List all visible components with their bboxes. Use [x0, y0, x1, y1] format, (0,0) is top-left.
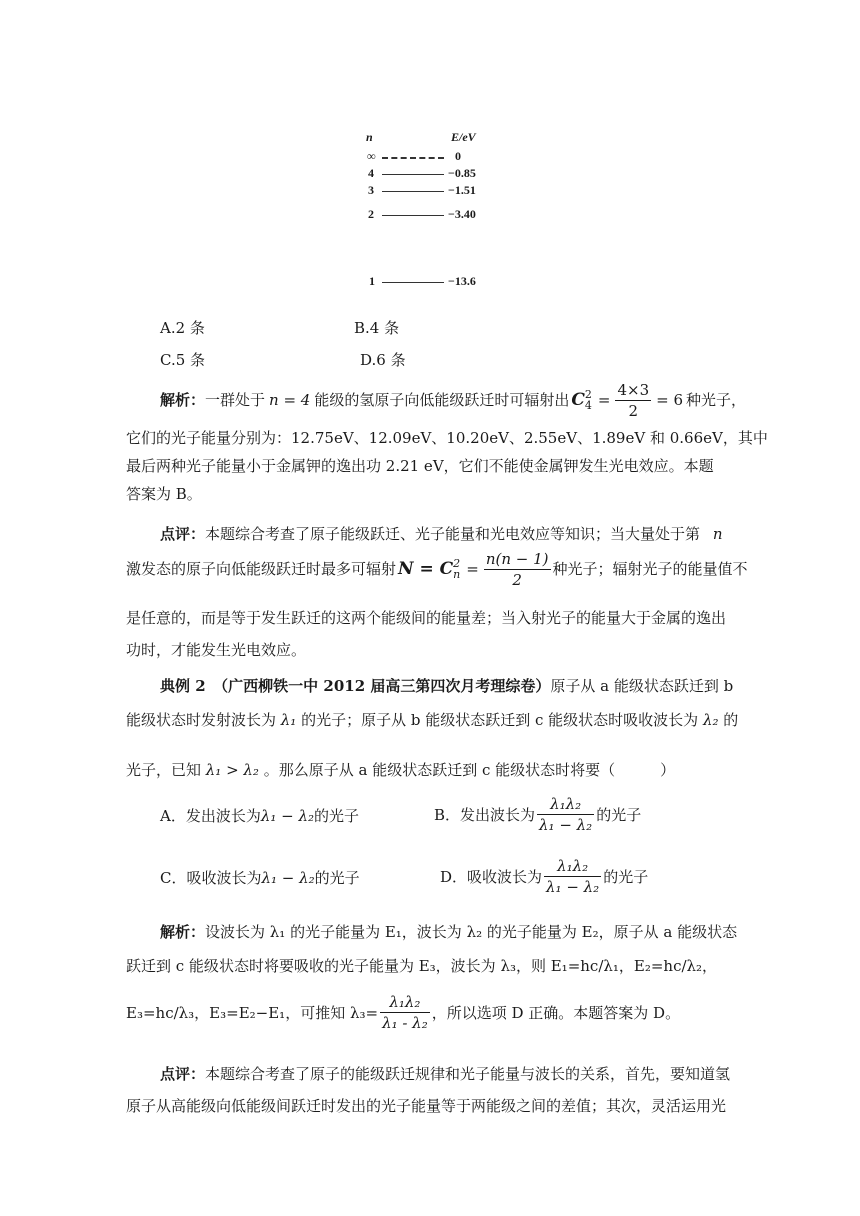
level-line-3	[382, 191, 444, 192]
q1-option-c: C.5 条	[160, 351, 206, 369]
analysis-fraction: $\frac{4\times 3}{2}$	[617, 380, 650, 420]
q2-option-b: B．发出波长为 $\frac{\text{λ₁λ₂}}{\text{λ₁ − λ₂}}$ 的光子	[434, 795, 642, 834]
q1-analysis-line2: 它们的光子能量分别为：12.75eV、12.09eV、10.20eV、2.55eV、1.89eV 和 0.66eV，其中	[126, 429, 768, 447]
level-e-2: −3.40	[448, 207, 476, 221]
diagram-n-header: n	[366, 130, 373, 144]
q2-comment-label: 点评：	[160, 1065, 206, 1083]
q1-option-b: B.4 条	[354, 319, 400, 337]
q1-comment-line3: 是任意的，而是等于发生跃迁的这两个能级间的能量差；当入射光子的能量大于金属的逸出	[126, 609, 727, 627]
analysis-sub: 4	[584, 399, 592, 412]
q2-line3-a: 光子，已知	[126, 761, 202, 779]
level-line-2	[382, 215, 444, 216]
q2-analysis-line3: E₃=hc/λ₃，E₃=E₂−E₁，可推知 λ₃= $\frac{\text{λ₁λ₂}}{\text{λ₁ - λ₂}}$ ，所以选项 D 正确。本题答案为 D。	[126, 993, 681, 1032]
level-e-3: −1.51	[448, 183, 476, 197]
comment-label: 点评：	[160, 525, 206, 543]
q2-option-a: A．发出波长为λ₁ − λ₂的光子	[160, 807, 360, 825]
analysis-sup: 2	[584, 388, 592, 401]
q2-line3-b: 。那么原子从 a 能级状态跃迁到 c 能级状态时将要（ ）	[263, 761, 676, 779]
analysis-n: n = 4	[269, 391, 311, 409]
analysis-c: C	[571, 390, 585, 410]
q1-comment-line4: 功时，才能发生光电效应。	[126, 641, 307, 659]
q2-title-line	[160, 676, 733, 696]
q2-analysis-line1	[160, 922, 737, 942]
comment-fraction: $\frac{n(n - 1)}{2}$	[485, 549, 549, 589]
level-e-inf: 0	[455, 149, 461, 163]
q2-analysis-text-3b: ，所以选项 D 正确。本题答案为 D。	[431, 1003, 681, 1022]
level-n-4: 4	[368, 166, 374, 180]
q2-gt: λ₁ > λ₂	[205, 761, 259, 779]
q2-line3	[126, 760, 675, 780]
analysis-text-c: 种光子，	[686, 391, 747, 409]
level-line-1	[382, 282, 444, 283]
q1-option-d: D.6 条	[360, 351, 406, 369]
comment-sup: 2	[453, 557, 461, 570]
q2-analysis-text-1: 设波长为 λ₁ 的光子能量为 E₁，波长为 λ₂ 的光子能量为 E₂，原子从 a 能级状态	[205, 923, 738, 941]
q2-line2	[126, 710, 738, 730]
q2-title: 典例 2 （广西柳铁一中 2012 届高三第四次月考理综卷）	[160, 677, 551, 695]
level-e-1: −13.6	[448, 274, 476, 288]
comment-text-1: 本题综合考查了原子能级跃迁、光子能量和光电效应等知识；当大量处于第	[205, 525, 701, 543]
analysis-label: 解析：	[160, 391, 206, 409]
q2-comment-line1	[160, 1064, 730, 1084]
q2-comment-line2: 原子从高能级向低能级间跃迁时发出的光子能量等于两能级之间的差值；其次，灵活运用光	[126, 1097, 727, 1115]
q2-analysis-text-3a: E₃=hc/λ₃，E₃=E₂−E₁，可推知 λ₃=	[126, 1003, 379, 1022]
q2-line1: 原子从 a 能级状态跃迁到 b	[550, 677, 734, 695]
diagram-e-header: E/eV	[451, 130, 476, 144]
q1-comment-line1	[160, 524, 722, 544]
level-line-inf	[382, 157, 444, 159]
q2-lambda2: λ₂	[702, 711, 719, 729]
q1-analysis-line4: 答案为 B。	[126, 485, 202, 503]
q1-option-a: A.2 条	[160, 319, 205, 337]
comment-N: N = C	[398, 559, 454, 579]
level-n-inf: ∞	[367, 149, 376, 163]
analysis-text-b: 能级的氢原子向低能级跃迁时可辐射出	[314, 391, 570, 409]
q2-comment-text-1: 本题综合考查了原子的能级跃迁规律和光子能量与波长的关系，首先，要知道氢	[205, 1065, 731, 1083]
level-n-3: 3	[368, 183, 374, 197]
q1-analysis-line1: 解析： 一群处于 n = 4 能级的氢原子向低能级跃迁时可辐射出 C 2 4 = $\frac{4\times 3}{2}$ = 6 种光子，	[160, 380, 747, 420]
q2-option-d: D．吸收波长为 $\frac{\text{λ₁λ₂}}{\text{λ₁ − λ₂}}$ 的光子	[440, 857, 649, 896]
level-n-1: 1	[369, 274, 375, 288]
q2-line2-a: 能级状态时发射波长为	[126, 711, 277, 729]
q2-line2-c: 的	[723, 711, 739, 729]
q2-lambda1: λ₁	[280, 711, 297, 729]
comment-text-2b: 种光子；辐射光子的能量值不	[552, 560, 748, 578]
level-line-4	[382, 174, 444, 175]
level-n-2: 2	[368, 207, 374, 221]
comment-text-2a: 激发态的原子向低能级跃迁时最多可辐射	[126, 560, 397, 578]
comment-n: n	[712, 525, 723, 543]
q2-option-c: C．吸收波长为λ₁ − λ₂的光子	[160, 869, 360, 887]
analysis-text-a: 一群处于	[205, 391, 266, 409]
q2-line2-b: 的光子；原子从 b 能级状态跃迁到 c 能级状态时吸收波长为	[301, 711, 699, 729]
comment-sub: n	[453, 568, 461, 581]
q2-analysis-label: 解析：	[160, 923, 206, 941]
energy-level-diagram	[360, 128, 530, 293]
analysis-eq6: = 6	[656, 391, 684, 409]
q2-analysis-line2: 跃迁到 c 能级状态时将要吸收的光子能量为 E₃，波长为 λ₃，则 E₁=hc/λ₁，E₂=hc/λ₂，	[126, 957, 718, 975]
level-e-4: −0.85	[448, 166, 476, 180]
q1-analysis-line3: 最后两种光子能量小于金属钾的逸出功 2.21 eV，它们不能使金属钾发生光电效应。本题	[126, 457, 714, 475]
q1-comment-line2: 激发态的原子向低能级跃迁时最多可辐射 N = C 2 n = $\frac{n(n - 1)}{2}$ 种光子；辐射光子的能量值不	[126, 549, 748, 589]
